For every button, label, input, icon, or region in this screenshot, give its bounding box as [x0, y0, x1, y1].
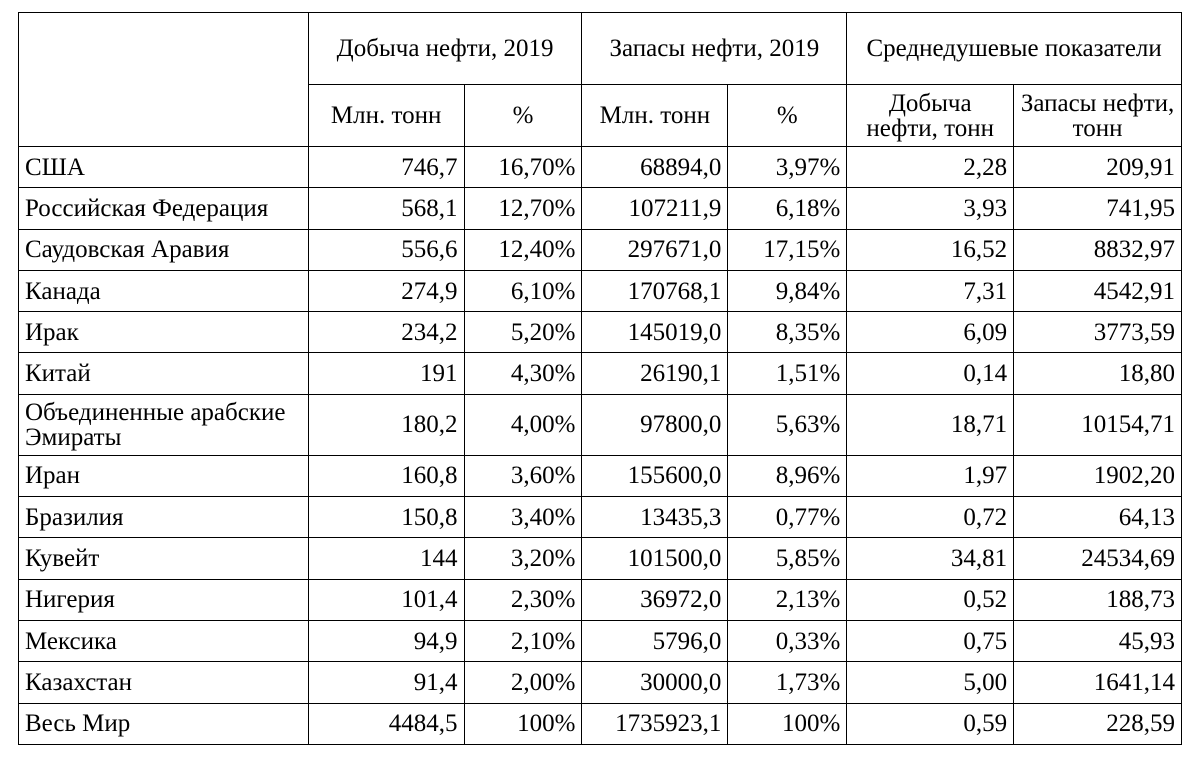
per-capita-production-cell: 0,52 [847, 579, 1014, 620]
per-capita-production-cell: 7,31 [847, 270, 1014, 311]
country-cell: Иран [19, 455, 309, 496]
reserves-pct-cell: 1,73% [728, 662, 847, 703]
per-capita-production-cell: 34,81 [847, 538, 1014, 579]
header-group-production: Добыча нефти, 2019 [308, 13, 582, 85]
header-res-pct: % [728, 85, 847, 147]
table-row [19, 579, 1182, 620]
country-cell: США [19, 147, 309, 188]
per-capita-production-cell: 6,09 [847, 312, 1014, 353]
production-mln-cell: 556,6 [308, 229, 464, 270]
reserves-pct-cell: 1,51% [728, 353, 847, 394]
per-capita-reserves-cell: 3773,59 [1014, 312, 1182, 353]
per-capita-reserves-cell: 45,93 [1014, 620, 1182, 661]
table-row [19, 353, 1182, 394]
production-pct-cell: 4,00% [464, 394, 582, 455]
per-capita-reserves-cell: 1902,20 [1014, 455, 1182, 496]
production-mln-cell: 150,8 [308, 497, 464, 538]
production-pct-cell: 2,00% [464, 662, 582, 703]
production-pct-cell: 3,40% [464, 497, 582, 538]
header-pc-reserves: Запасы нефти, тонн [1014, 85, 1182, 147]
production-mln-cell: 101,4 [308, 579, 464, 620]
per-capita-reserves-cell: 228,59 [1014, 703, 1182, 744]
production-mln-cell: 91,4 [308, 662, 464, 703]
reserves-pct-cell: 5,63% [728, 394, 847, 455]
per-capita-production-cell: 1,97 [847, 455, 1014, 496]
reserves-mln-cell: 36972,0 [582, 579, 728, 620]
table-row [19, 229, 1182, 270]
header-row-groups [19, 13, 1182, 85]
per-capita-reserves-cell: 18,80 [1014, 353, 1182, 394]
country-cell: Казахстан [19, 662, 309, 703]
header-res-mln: Млн. тонн [582, 85, 728, 147]
production-pct-cell: 12,40% [464, 229, 582, 270]
production-pct-cell: 3,20% [464, 538, 582, 579]
per-capita-production-cell: 16,52 [847, 229, 1014, 270]
production-pct-cell: 5,20% [464, 312, 582, 353]
reserves-pct-cell: 5,85% [728, 538, 847, 579]
reserves-pct-cell: 3,97% [728, 147, 847, 188]
header-pc-production: Добыча нефти, тонн [847, 85, 1014, 147]
table-row [19, 312, 1182, 353]
per-capita-reserves-cell: 10154,71 [1014, 394, 1182, 455]
production-mln-cell: 180,2 [308, 394, 464, 455]
production-pct-cell: 2,10% [464, 620, 582, 661]
country-cell: Российская Федерация [19, 188, 309, 229]
production-pct-cell: 12,70% [464, 188, 582, 229]
header-group-per-capita: Среднедушевые показатели [847, 13, 1182, 85]
per-capita-reserves-cell: 24534,69 [1014, 538, 1182, 579]
production-pct-cell: 16,70% [464, 147, 582, 188]
reserves-pct-cell: 8,35% [728, 312, 847, 353]
reserves-pct-cell: 100% [728, 703, 847, 744]
per-capita-reserves-cell: 1641,14 [1014, 662, 1182, 703]
reserves-pct-cell: 0,77% [728, 497, 847, 538]
table-row [19, 662, 1182, 703]
production-mln-cell: 94,9 [308, 620, 464, 661]
per-capita-production-cell: 5,00 [847, 662, 1014, 703]
per-capita-production-cell: 0,75 [847, 620, 1014, 661]
table-row [19, 497, 1182, 538]
reserves-mln-cell: 107211,9 [582, 188, 728, 229]
per-capita-production-cell: 0,59 [847, 703, 1014, 744]
per-capita-reserves-cell: 64,13 [1014, 497, 1182, 538]
reserves-mln-cell: 68894,0 [582, 147, 728, 188]
table-row [19, 538, 1182, 579]
reserves-mln-cell: 13435,3 [582, 497, 728, 538]
reserves-pct-cell: 6,18% [728, 188, 847, 229]
country-cell: Ирак [19, 312, 309, 353]
per-capita-production-cell: 0,72 [847, 497, 1014, 538]
country-cell: Бразилия [19, 497, 309, 538]
country-cell: Канада [19, 270, 309, 311]
per-capita-production-cell: 18,71 [847, 394, 1014, 455]
production-pct-cell: 100% [464, 703, 582, 744]
production-pct-cell: 6,10% [464, 270, 582, 311]
header-corner-cell [19, 13, 309, 147]
reserves-mln-cell: 97800,0 [582, 394, 728, 455]
per-capita-production-cell: 0,14 [847, 353, 1014, 394]
reserves-mln-cell: 5796,0 [582, 620, 728, 661]
reserves-pct-cell: 17,15% [728, 229, 847, 270]
table-row [19, 703, 1182, 744]
production-pct-cell: 2,30% [464, 579, 582, 620]
country-cell: Весь Мир [19, 703, 309, 744]
per-capita-production-cell: 3,93 [847, 188, 1014, 229]
reserves-mln-cell: 26190,1 [582, 353, 728, 394]
production-mln-cell: 234,2 [308, 312, 464, 353]
reserves-mln-cell: 1735923,1 [582, 703, 728, 744]
reserves-mln-cell: 145019,0 [582, 312, 728, 353]
header-group-reserves: Запасы нефти, 2019 [582, 13, 847, 85]
table-row [19, 455, 1182, 496]
per-capita-reserves-cell: 188,73 [1014, 579, 1182, 620]
reserves-mln-cell: 101500,0 [582, 538, 728, 579]
oil-statistics-table [18, 12, 1182, 745]
production-mln-cell: 191 [308, 353, 464, 394]
table-row [19, 270, 1182, 311]
production-mln-cell: 4484,5 [308, 703, 464, 744]
reserves-pct-cell: 8,96% [728, 455, 847, 496]
table-body [19, 147, 1182, 745]
per-capita-reserves-cell: 209,91 [1014, 147, 1182, 188]
per-capita-reserves-cell: 741,95 [1014, 188, 1182, 229]
reserves-mln-cell: 155600,0 [582, 455, 728, 496]
production-mln-cell: 160,8 [308, 455, 464, 496]
table-row [19, 188, 1182, 229]
header-prod-pct: % [464, 85, 582, 147]
reserves-pct-cell: 0,33% [728, 620, 847, 661]
production-pct-cell: 3,60% [464, 455, 582, 496]
country-cell: Кувейт [19, 538, 309, 579]
production-mln-cell: 746,7 [308, 147, 464, 188]
production-mln-cell: 274,9 [308, 270, 464, 311]
production-mln-cell: 144 [308, 538, 464, 579]
per-capita-reserves-cell: 4542,91 [1014, 270, 1182, 311]
table-row [19, 394, 1182, 455]
country-cell: Объединенные арабские Эмираты [19, 394, 309, 455]
country-cell: Нигерия [19, 579, 309, 620]
reserves-mln-cell: 297671,0 [582, 229, 728, 270]
table-row [19, 620, 1182, 661]
reserves-pct-cell: 9,84% [728, 270, 847, 311]
production-pct-cell: 4,30% [464, 353, 582, 394]
country-cell: Саудовская Аравия [19, 229, 309, 270]
reserves-pct-cell: 2,13% [728, 579, 847, 620]
production-mln-cell: 568,1 [308, 188, 464, 229]
per-capita-reserves-cell: 8832,97 [1014, 229, 1182, 270]
reserves-mln-cell: 170768,1 [582, 270, 728, 311]
per-capita-production-cell: 2,28 [847, 147, 1014, 188]
table-row [19, 147, 1182, 188]
country-cell: Китай [19, 353, 309, 394]
country-cell: Мексика [19, 620, 309, 661]
header-prod-mln: Млн. тонн [308, 85, 464, 147]
reserves-mln-cell: 30000,0 [582, 662, 728, 703]
